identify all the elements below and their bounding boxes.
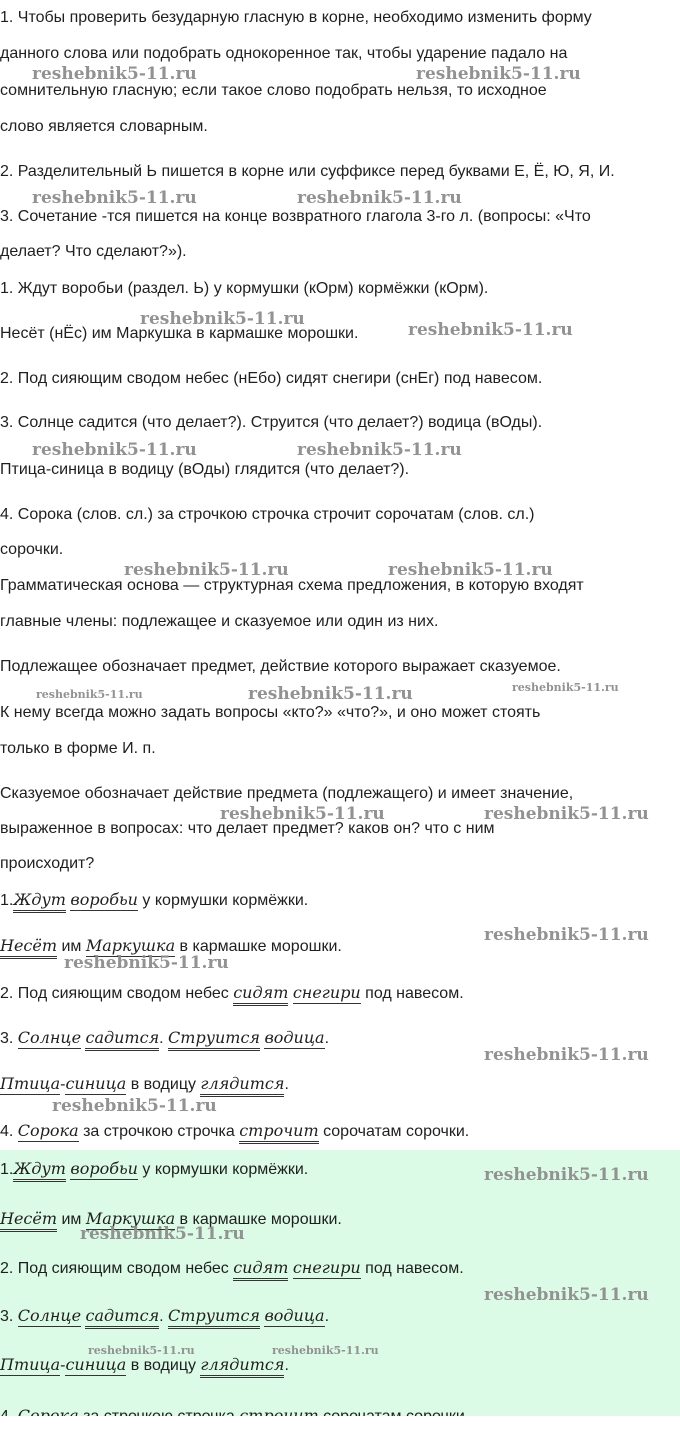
watermark: reshebnik5-11.ru [80, 1224, 245, 1244]
subject: воробьи [70, 890, 138, 909]
sentence-rest: у кормушки кормёжки. [137, 892, 309, 909]
predicate: Ждут [13, 890, 66, 913]
parsed-sentence-4 [0, 1028, 329, 1049]
predicate: Струится [168, 1306, 260, 1329]
rule-1-line-1: 1. Чтобы проверить безударную гласную в корне, необходимо изменить форму [0, 9, 592, 26]
watermark: reshebnik5-11.ru [32, 64, 197, 84]
predicate: садится [85, 1028, 159, 1051]
predicate: сидят [233, 983, 288, 1006]
subject: воробьи [70, 1159, 138, 1178]
sentence-text: 4. [0, 1123, 18, 1140]
subject: Птица [0, 1355, 61, 1374]
analysis-line-6: 4. Сорока (слов. сл.) за строчкою строчка строчит сорочатам (слов. сл.) [0, 506, 535, 523]
watermark: reshebnik5-11.ru [484, 1165, 649, 1185]
subject: водица [264, 1306, 325, 1325]
watermark: reshebnik5-11.ru [484, 925, 649, 945]
watermark: reshebnik5-11.ru [408, 320, 573, 340]
sentence-rest: в кармашке морошки. [175, 1211, 342, 1228]
sentence-text: в водицу [126, 1076, 201, 1093]
subject: Сорока [17, 1121, 79, 1140]
watermark: reshebnik5-11.ru [512, 681, 619, 694]
predicate: садится [85, 1306, 159, 1329]
grammar-3-line-1: Сказуемое обозначает действие предмета (подлежащего) и имеет значение, [0, 785, 574, 802]
watermark: reshebnik5-11.ru [484, 1045, 649, 1065]
watermark: reshebnik5-11.ru [32, 188, 197, 208]
analysis-line-5: Птица-синица в водицу (вОды) глядится (что делает?). [0, 461, 410, 478]
highlight-sentence-5 [0, 1355, 289, 1376]
subject: снегири [292, 983, 361, 1002]
sentence-number: 1. [0, 892, 14, 909]
watermark: reshebnik5-11.ru [484, 1285, 649, 1305]
punctuation: . [159, 1030, 169, 1047]
analysis-line-4: 3. Солнце садится (что делает?). Струится (что делает?) водица (вОды). [0, 414, 543, 431]
sentence-rest: у кормушки кормёжки. [137, 1161, 309, 1178]
parsed-sentence-6 [0, 1121, 469, 1142]
rule-2: 2. Разделительный Ь пишется в корне или суффиксе перед буквами Е, Ё, Ю, Я, И. [0, 163, 615, 180]
subject: водица [264, 1028, 325, 1047]
watermark: reshebnik5-11.ru [64, 953, 229, 973]
punctuation: - [60, 1076, 66, 1093]
sentence-text: им [57, 1211, 86, 1228]
sentence-rest: под навесом. [360, 1260, 464, 1277]
sentence-text: за строчкою строчка [78, 1123, 240, 1140]
predicate: Несёт [0, 1209, 57, 1232]
subject: Маркушка [85, 1209, 176, 1228]
predicate: глядится [200, 1355, 284, 1378]
sentence-text: 2. Под сияющим сводом небес [0, 985, 234, 1002]
sentence-rest: под навесом. [360, 985, 464, 1002]
highlight-sentence-3 [0, 1258, 464, 1279]
grammar-3-line-2: выраженное в вопросах: что делает предмет? каков он? что с ним [0, 820, 495, 837]
rule-1-line-3: сомнительную гласную; если такое слово подобрать нельзя, то исходное [0, 82, 547, 99]
rule-3-line-2: делает? Что сделают?»). [0, 243, 187, 260]
grammar-2-line-2: К нему всегда можно задать вопросы «кто?» «что?», и оно может стоять [0, 704, 541, 721]
parsed-sentence-5 [0, 1074, 289, 1095]
subject: синица [65, 1355, 127, 1374]
watermark: reshebnik5-11.ru [220, 804, 385, 824]
subject: Солнце [17, 1028, 82, 1047]
punctuation: . [324, 1030, 330, 1047]
subject: Маркушка [85, 936, 176, 955]
rule-3-line-1: 3. Сочетание -тся пишется на конце возвратного глагола 3-го л. (вопросы: «Что [0, 208, 591, 225]
watermark: reshebnik5-11.ru [52, 1096, 217, 1116]
watermark: reshebnik5-11.ru [88, 1344, 195, 1357]
sentence-text: 2. Под сияющим сводом небес [0, 1260, 234, 1277]
analysis-line-2: Несёт (нЁс) им Маркушка в кармашке морошки. [0, 325, 359, 342]
punctuation: . [324, 1308, 330, 1325]
watermark: reshebnik5-11.ru [248, 684, 413, 704]
grammar-3-line-3: происходит? [0, 855, 95, 872]
highlight-sentence-4 [0, 1306, 329, 1327]
sentence-text: в водицу [126, 1357, 201, 1374]
predicate: глядится [200, 1074, 284, 1097]
sentence-number: 3. [0, 1030, 14, 1047]
parsed-sentence-1 [0, 890, 308, 911]
punctuation: . [284, 1076, 289, 1093]
subject: Птица [0, 1074, 61, 1093]
subject: Солнце [17, 1306, 82, 1325]
grammar-1-line-2: главные члены: подлежащее и сказуемое или один из них. [0, 613, 439, 630]
sentence-number: 3. [0, 1308, 14, 1325]
predicate: Ждут [13, 1159, 66, 1182]
analysis-line-7: сорочки. [0, 541, 64, 558]
watermark: reshebnik5-11.ru [36, 688, 143, 701]
predicate: Струится [168, 1028, 260, 1051]
sentence-rest: в кармашке морошки. [175, 938, 342, 955]
sentence-number: 1. [0, 1161, 14, 1178]
watermark: reshebnik5-11.ru [416, 64, 581, 84]
analysis-line-3: 2. Под сияющим сводом небес (нЕбо) сидят снегири (снЕг) под навесом. [0, 370, 543, 387]
grammar-2-line-1: Подлежащее обозначает предмет, действие которого выражает сказуемое. [0, 658, 561, 675]
highlight-block [0, 1150, 680, 1416]
punctuation: . [159, 1308, 169, 1325]
watermark: reshebnik5-11.ru [297, 440, 462, 460]
predicate: Несёт [0, 936, 57, 959]
predicate: строчит [239, 1121, 318, 1144]
parsed-sentence-3 [0, 983, 464, 1004]
grammar-2-line-3: только в форме И. п. [0, 740, 156, 757]
watermark: reshebnik5-11.ru [124, 560, 289, 580]
sentence-rest: сорочатам сорочки. [318, 1123, 470, 1140]
grammar-1-line-1: Грамматическая основа — структурная схема предложения, в которую входят [0, 577, 584, 594]
subject: снегири [292, 1258, 361, 1277]
watermark: reshebnik5-11.ru [140, 309, 305, 329]
punctuation: . [284, 1357, 289, 1374]
highlight-sentence-1 [0, 1159, 308, 1180]
analysis-line-1: 1. Ждут воробьи (раздел. Ь) у кормушки (кОрм) кормёжки (кОрм). [0, 280, 489, 297]
predicate: сидят [233, 1258, 288, 1281]
sentence-text: им [57, 938, 86, 955]
watermark: reshebnik5-11.ru [32, 440, 197, 460]
rule-1-line-4: слово является словарным. [0, 118, 208, 135]
watermark: reshebnik5-11.ru [388, 560, 553, 580]
bottom-crop [0, 1416, 680, 1449]
watermark: reshebnik5-11.ru [297, 188, 462, 208]
punctuation: - [60, 1357, 66, 1374]
watermark: reshebnik5-11.ru [484, 804, 649, 824]
watermark: reshebnik5-11.ru [272, 1344, 379, 1357]
subject: синица [65, 1074, 127, 1093]
rule-1-line-2: данного слова или подобрать однокоренное так, чтобы ударение падало на [0, 45, 568, 62]
